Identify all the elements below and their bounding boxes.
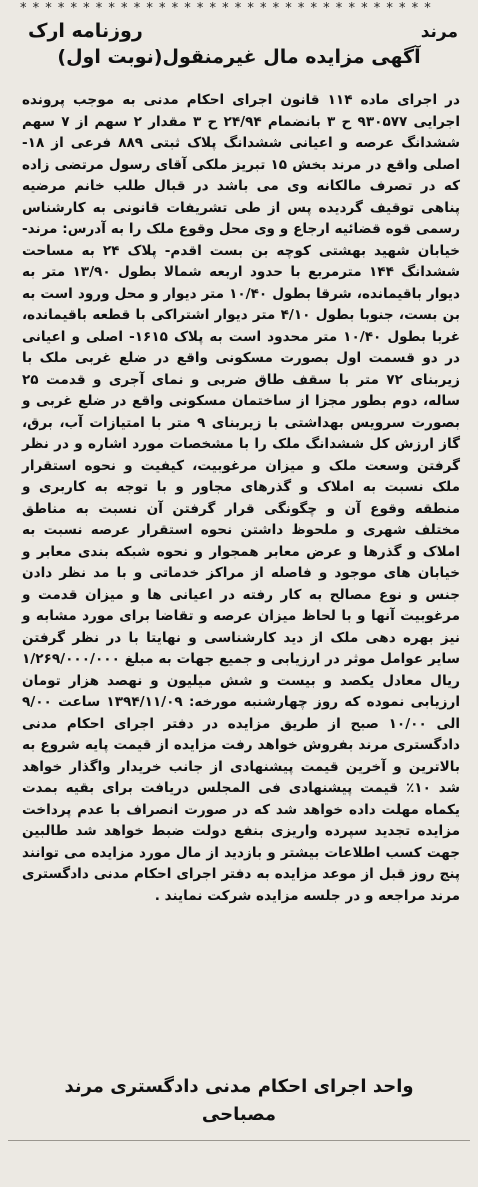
notice-title: آگهی مزایده مال غیرمنقول(نوبت اول) bbox=[57, 46, 421, 68]
issuer-name: واحد اجرای احکام مدنی دادگستری مرند bbox=[64, 1076, 414, 1097]
star-border: * * * * * * * * * * * * * * * * * * * * * * * * * * * * * * * * * bbox=[20, 2, 432, 16]
bottom-divider bbox=[8, 1140, 470, 1141]
city-label: مرند bbox=[420, 22, 458, 42]
notice-body: در اجرای ماده ۱۱۴ قانون اجرای احکام مدنی به موجب پرونده اجرایی ۹۳۰۵۷۷ ح ۳ بانضمام ۲۴/۹۴ ح ۳ مقدار ۲ سهم از ۷ سهم ششدانگ عرصه و اعیانی ششدانگ پلاک ثبتی ۸۸۹ فرعی از ۱۸- اصلی واقع در مرند بخش ۱۵ تبریز ملکی آقای رسول مرتضی زاده که در تصرف مالکانه وی می باشد در قبال طلب خانم مرضیه پناهی توقیف گردیده پس از طی تشریفات قانونی به کارشناس رسمی قوه قضائیه ارجاع و وی محل وقوع ملک را به آدرس: مرند- خیابان شهید بهشتی کوچه بن بست اقدم- پلاک ۲۴ به مساحت ششدانگ ۱۴۴ مترمربع با حدود اربعه شمالا بطول ۱۳/۹۰ متر به دیوار باقیمانده، شرقا بطول ۱۰/۴۰ متر دیوار و محل ورود است به بن بست، جنوبا بطول ۴/۱۰ متر دیوار اشتراکی با قطعه باقیمانده، غربا بطول ۱۰/۴۰ متر محدود است به پلاک ۱۶۱۵- اصلی و اعیانی در دو قسمت اول بصورت مسکونی واقع در ضلع غربی ملک با زیربنای ۷۲ متر با سقف طاق ضربی و نمای آجری و قدمت ۲۵ ساله، دوم بطور مجزا از ساختمان مسکونی واقع در ضلع غربی و بصورت سرویس بهداشتی با زیربنای ۹ متر با امتیازات آب، برق، گاز ارزش کل ششدانگ ملک را با مشخصات مورد اشاره و در نظر گرفتن وسعت ملک و میزان مرغوبیت، کیفیت و نحوه استقرار ملک نسبت به املاک و گذرهای مجاور و با توجه به کاربری و منطقه وقوع آن و چگونگی قرار گرفتن آن نسبت به مناطق مختلف شهری و ملحوظ داشتن نحوه استقرار عرصه نسبت به املاک و گذرها و عرض معابر همجوار و نحوه شبکه بندی معابر و خیابان های موجود و فاصله از مراکز خدماتی و با مد نظر دادن جنس و نوع مصالح به کار رفته در اعیانی ها و میزان قدمت و مرغوبیت آنها و با لحاظ میزان عرصه و تقاضا برای مورد مشابه و نیز بهره دهی ملک از دید کارشناسی و نهایتا با در نظر گرفتن سایر عوامل موثر در ارزیابی و جمیع جهات به مبلغ ۱/۲۶۹/۰۰۰/۰۰۰ ریال معادل یکصد و بیست و شش میلیون و نهصد هزار تومان ارزیابی نموده که روز چهارشنبه مورخه: ۱۳۹۴/۱۱/۰۹ ساعت ۹/۰۰ الی ۱۰/۰۰ صبح از طریق مزایده در دفتر اجرای احکام مدنی دادگستری مرند بفروش خواهد رفت مزایده از قیمت پایه شروع به بالاترین و آخرین قیمت پیشنهادی از جانب خریدار واگذار خواهد شد ۱۰٪ قیمت پیشنهادی فی المجلس دریافت برای بقیه بمدت یکماه مهلت داده خواهد شد که در صورت انصراف با عدم پرداخت مزایده تجدید سپرده واریزی بنفع دولت ضبط خواهد شد طالبین جهت کسب اطلاعات بیشتر و بازدید از مال مورد مزایده می توانند پنج روز قبل از موعد مزایده به دفتر اجرای احکام مدنی دادگستری مرند مراجعه و در جلسه مزایده شرکت نمایند . bbox=[22, 92, 461, 904]
signature-name: مصباحی bbox=[201, 1104, 277, 1125]
newspaper-name: روزنامه ارک bbox=[28, 20, 143, 42]
masthead bbox=[28, 20, 458, 48]
